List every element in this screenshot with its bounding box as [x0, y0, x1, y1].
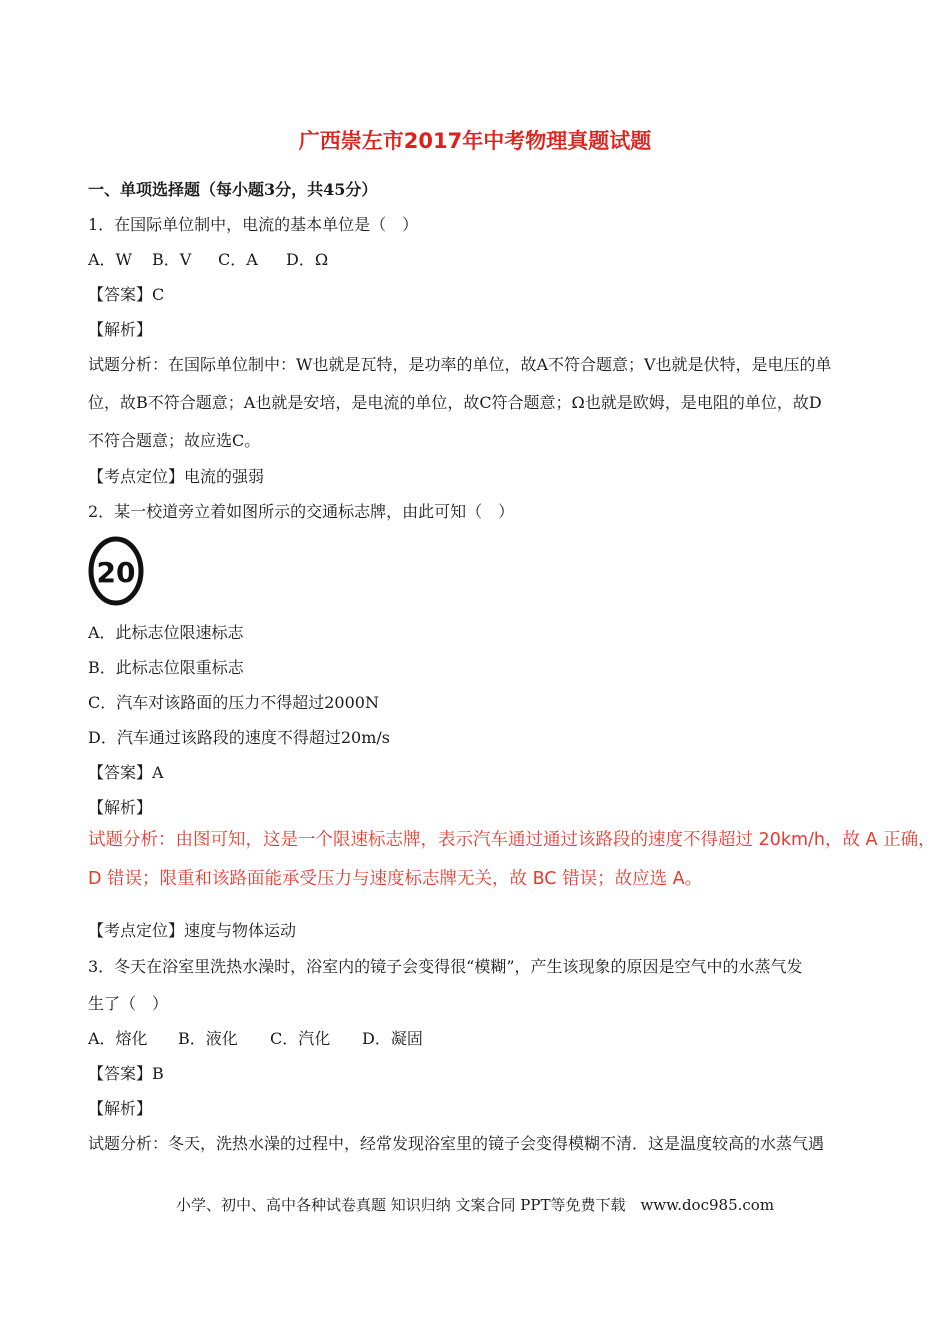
q1-answer: 【答案】C [88, 285, 165, 304]
q1-analysis-label: 【解析】 [88, 320, 153, 339]
speed-limit-sign-text: 20 [96, 556, 136, 589]
q1-analysis-line-2: 位，故B不符合题意；A也就是安培，是电流的单位，故C符合题意；Ω也就是欧姆，是电阻的单位，故D [88, 393, 822, 412]
q3-option-d: D．凝固 [362, 1029, 423, 1048]
q3-stem-line-2: 生了（ ） [88, 994, 169, 1013]
q3-answer: 【答案】B [88, 1064, 164, 1083]
q2-analysis-line-2: D 错误；限重和该路面能承受压力与速度标志牌无关，故 BC 错误；故应选 A。 [88, 869, 703, 889]
q2-stem: 2．某一校道旁立着如图所示的交通标志牌，由此可知（ ） [88, 502, 515, 521]
page-title: 广西崇左市2017年中考物理真题试题 [298, 129, 652, 153]
q3-analysis-line-1: 试题分析：冬天，洗热水澡的过程中，经常发现浴室里的镜子会变得模糊不清．这是温度较高的水蒸气遇 [88, 1134, 825, 1153]
q2-option-a: A．此标志位限速标志 [88, 623, 244, 642]
q3-option-b: B．液化 [178, 1029, 238, 1048]
q3-analysis-label: 【解析】 [88, 1099, 153, 1118]
q3-stem-line-1: 3．冬天在浴室里洗热水澡时，浴室内的镜子会变得很“模糊”，产生该现象的原因是空气中的水蒸气发 [88, 957, 803, 976]
q1-options [88, 250, 328, 270]
q1-option-a: A．W [88, 250, 133, 269]
q3-option-a: A．熔化 [88, 1029, 148, 1048]
q1-option-d: D．Ω [286, 250, 329, 269]
q2-analysis-line-1: 试题分析：由图可知，这是一个限速标志牌，表示汽车通过通过该路段的速度不得超过 20km/h，故 A 正确， [88, 830, 936, 850]
q2-answer: 【答案】A [88, 763, 164, 782]
q3-options [88, 1029, 423, 1049]
speed-limit-sign-icon [88, 536, 144, 606]
q1-option-c: C．A [218, 250, 258, 269]
q2-option-b: B．此标志位限重标志 [88, 658, 244, 677]
q3-option-c: C．汽化 [270, 1029, 331, 1048]
section-heading: 一、单项选择题（每小题3分，共45分） [88, 180, 378, 199]
q2-analysis-label: 【解析】 [88, 798, 153, 817]
q1-key-point: 【考点定位】电流的强弱 [88, 467, 265, 486]
q2-option-d: D．汽车通过该路段的速度不得超过20m/s [88, 728, 390, 747]
q1-stem: 1．在国际单位制中，电流的基本单位是（ ） [88, 215, 419, 234]
q1-option-b: B．V [152, 250, 192, 269]
q2-key-point: 【考点定位】速度与物体运动 [88, 921, 297, 940]
q2-option-c: C．汽车对该路面的压力不得超过2000N [88, 693, 379, 712]
q1-analysis-line-1: 试题分析：在国际单位制中：W也就是瓦特，是功率的单位，故A不符合题意；V也就是伏特，是电压的单 [88, 355, 832, 374]
q1-analysis-line-3: 不符合题意；故应选C。 [88, 431, 261, 450]
page-footer: 小学、初中、高中各种试卷真题 知识归纳 文案合同 PPT等免费下载 www.doc985.com [175, 1196, 775, 1214]
